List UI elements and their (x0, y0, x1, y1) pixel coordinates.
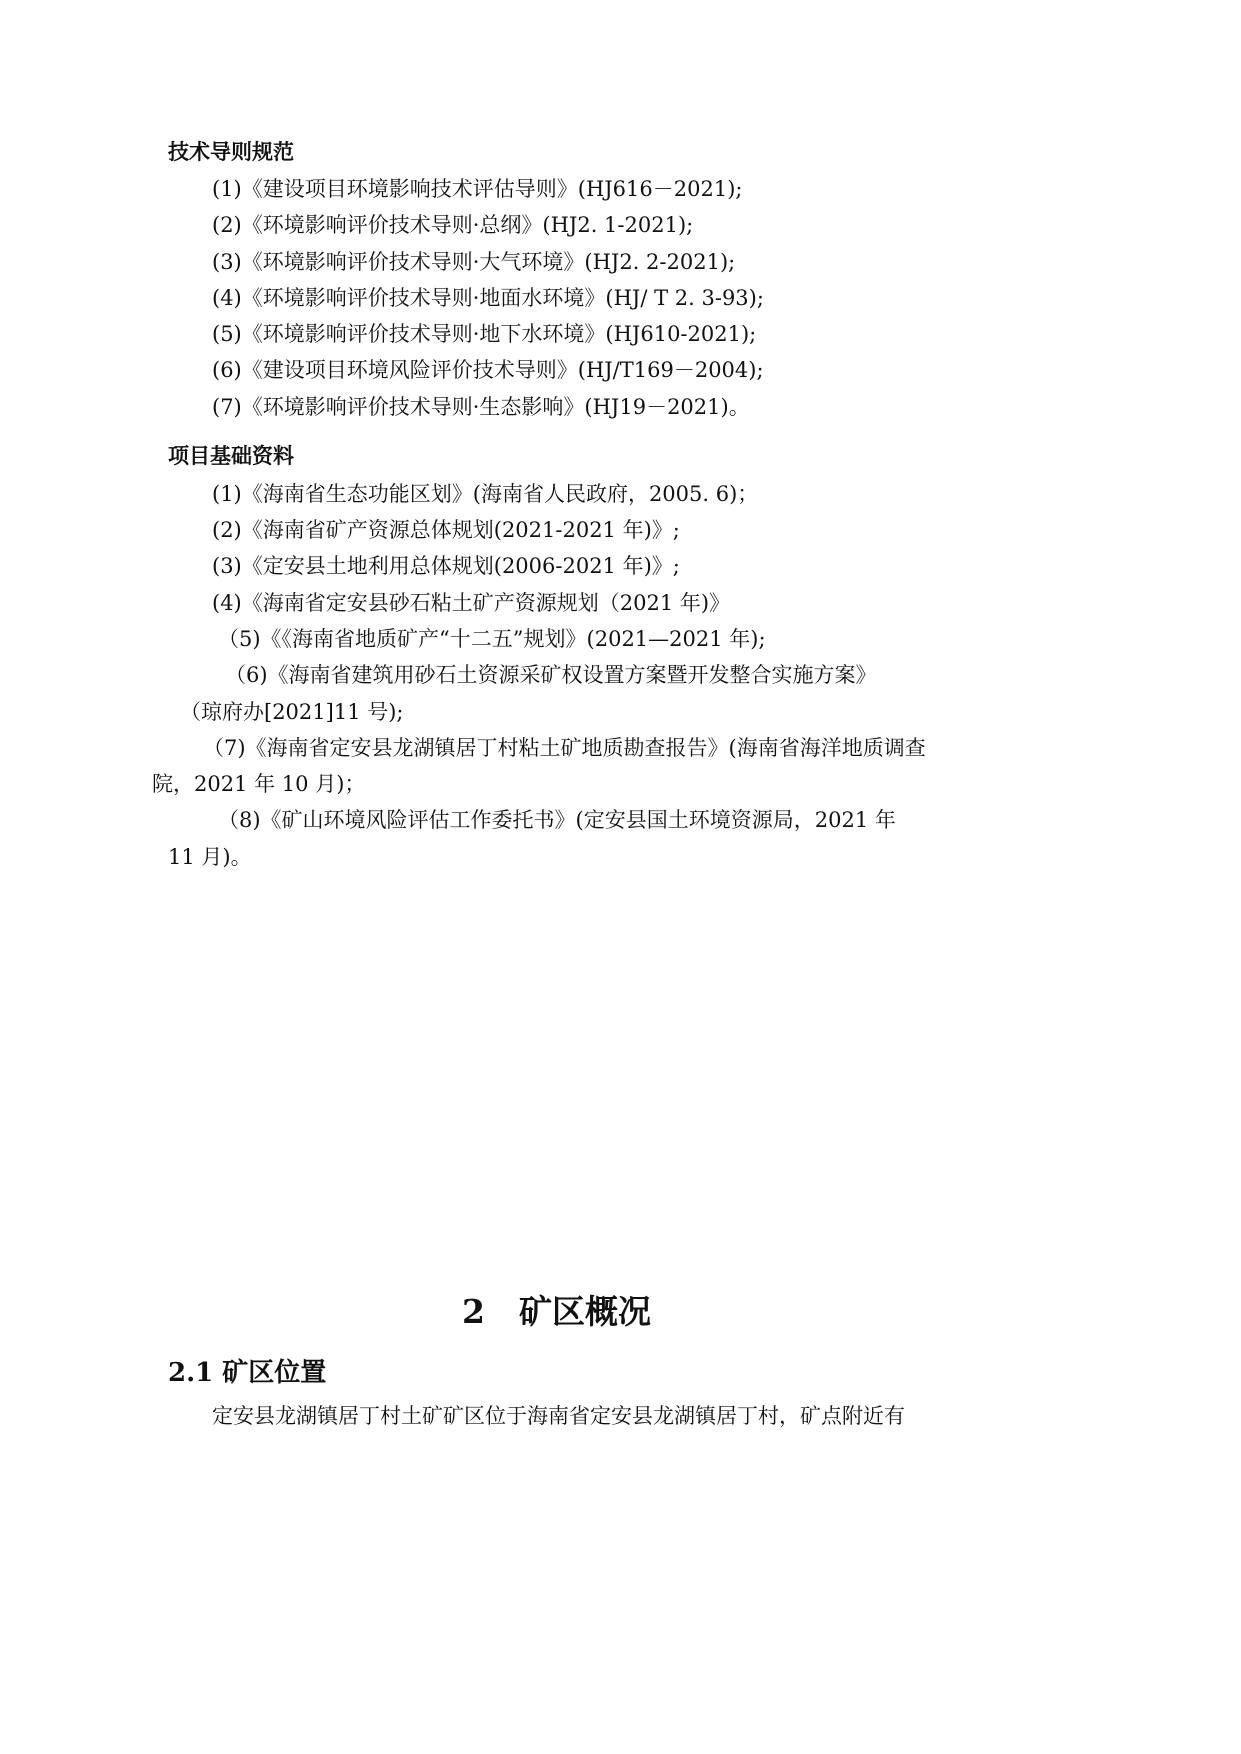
basis-item-7: （7)《海南省定安县龙湖镇居丁村粘土矿地质勘查报告》(海南省海洋地质调查 (203, 736, 926, 760)
basis-item-6-cont: （琼府办[2021]11 号); (180, 700, 404, 724)
basis-item-5: （5)《《海南省地质矿产“十二五”规划》(2021—2021 年); (218, 627, 766, 651)
tech-item-2: (2)《环境影响评价技术导则·总纲》(HJ2. 1-2021); (212, 213, 694, 237)
basis-item-2: (2)《海南省矿产资源总体规划(2021-2021 年)》; (212, 518, 680, 542)
tech-item-4: (4)《环境影响评价技术导则·地面水环境》(HJ/ T 2. 3-93); (212, 286, 764, 310)
basis-item-4: (4)《海南省定安县砂石粘土矿产资源规划（2021 年)》 (212, 591, 731, 615)
basis-item-8-cont: 11 月)。 (168, 845, 252, 869)
tech-item-6: (6)《建设项目环境风险评价技术导则》(HJ/T169－2004); (212, 358, 764, 382)
basis-item-7-cont: 院，2021 年 10 月)； (152, 772, 366, 796)
tech-item-5: (5)《环境影响评价技术导则·地下水环境》(HJ610-2021); (212, 322, 757, 346)
tech-heading: 技术导则规范 (168, 140, 294, 164)
chapter-number: 2 (462, 1292, 485, 1331)
chapter-title: 矿区概况 (518, 1292, 651, 1331)
basis-heading: 项目基础资料 (168, 444, 294, 468)
chapter-heading (462, 1286, 651, 1333)
basis-item-1: (1)《海南省生态功能区划》(海南省人民政府，2005. 6)； (212, 482, 759, 506)
section-title: 2.1 矿区位置 (168, 1358, 327, 1388)
body-paragraph: 定安县龙湖镇居丁村土矿矿区位于海南省定安县龙湖镇居丁村，矿点附近有 (212, 1404, 905, 1428)
tech-item-7: (7)《环境影响评价技术导则·生态影响》(HJ19－2021)。 (212, 395, 750, 419)
basis-item-6: （6)《海南省建筑用砂石土资源采矿权设置方案暨开发整合实施方案》 (225, 663, 877, 687)
tech-item-1: (1)《建设项目环境影响技术评估导则》(HJ616－2021); (212, 177, 743, 201)
tech-item-3: (3)《环境影响评价技术导则·大气环境》(HJ2. 2-2021); (212, 250, 736, 274)
basis-item-8: （8)《矿山环境风险评估工作委托书》(定安县国土环境资源局，2021 年 (218, 808, 896, 832)
basis-item-3: (3)《定安县土地利用总体规划(2006-2021 年)》; (212, 554, 680, 578)
